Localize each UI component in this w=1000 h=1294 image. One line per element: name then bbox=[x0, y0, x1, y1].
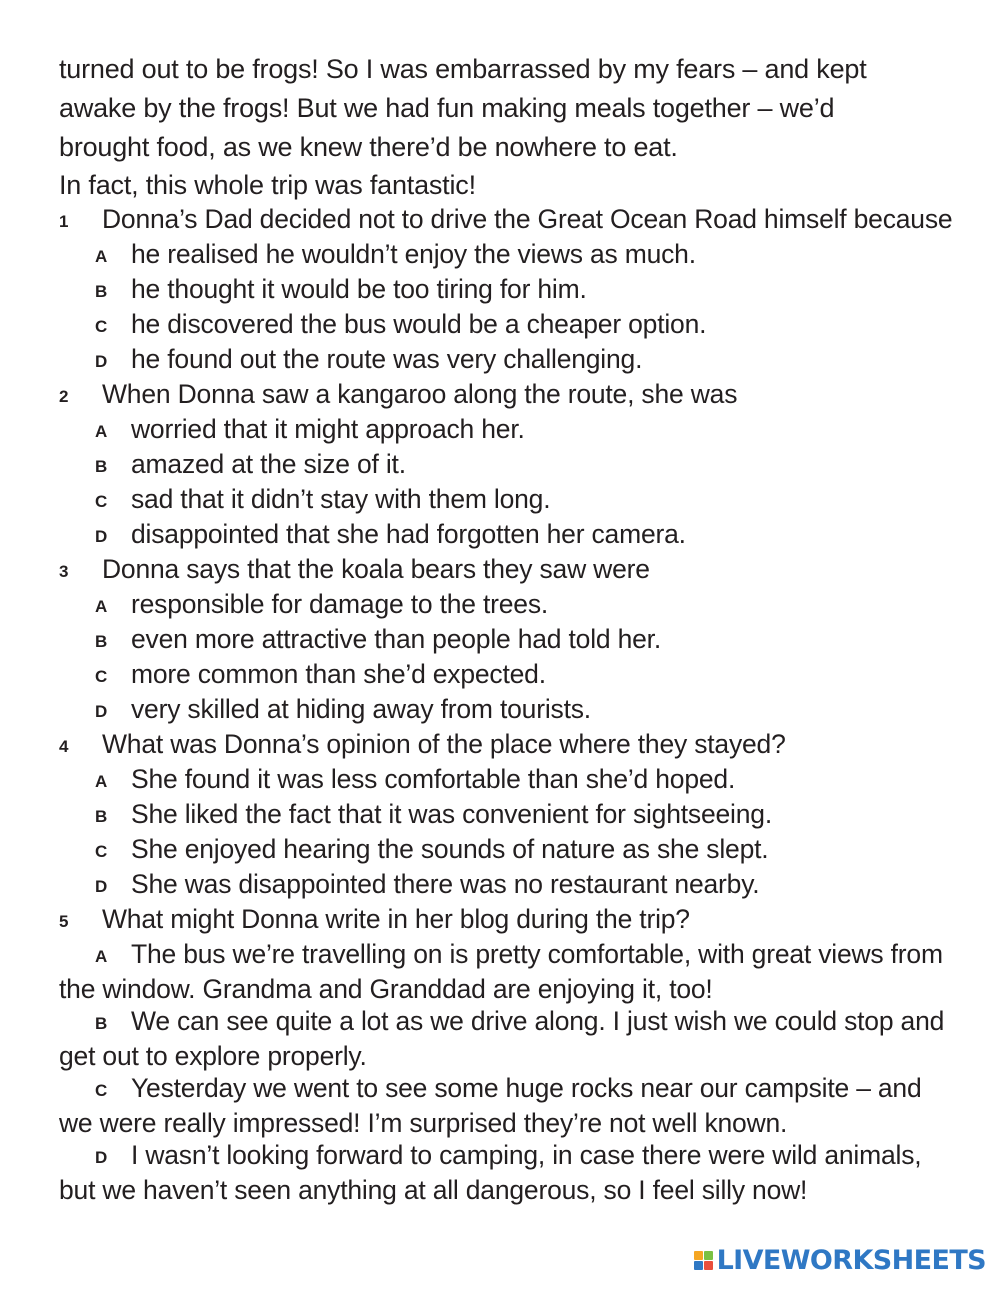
answer-option[interactable] bbox=[59, 483, 959, 518]
answer-option[interactable] bbox=[59, 238, 959, 273]
option-letter: D bbox=[95, 527, 108, 546]
question-number: 5 bbox=[59, 912, 69, 931]
answer-option[interactable] bbox=[59, 413, 959, 448]
question-number: 4 bbox=[59, 737, 69, 756]
passage-line: turned out to be frogs! So I was embarrassed by my fears – and kept bbox=[59, 54, 867, 84]
option-text: She enjoyed hearing the sounds of nature as she slept. bbox=[131, 834, 769, 864]
option-letter: C bbox=[95, 842, 108, 861]
option-letter: A bbox=[95, 772, 108, 791]
question-text: What was Donna’s opinion of the place where they stayed? bbox=[102, 729, 786, 759]
answer-option[interactable] bbox=[59, 1072, 959, 1139]
question-number: 1 bbox=[59, 212, 69, 231]
option-letter: B bbox=[95, 807, 108, 826]
option-letter: B bbox=[95, 282, 108, 301]
question-1 bbox=[59, 203, 959, 378]
option-letter: C bbox=[95, 667, 108, 686]
question-text: Donna says that the koala bears they saw were bbox=[102, 554, 650, 584]
option-text: he found out the route was very challenging. bbox=[131, 344, 643, 374]
option-letter: C bbox=[95, 317, 108, 336]
option-letter: D bbox=[95, 1148, 108, 1167]
question-text: What might Donna write in her blog during the trip? bbox=[102, 904, 690, 934]
option-text: very skilled at hiding away from tourists. bbox=[131, 694, 591, 724]
option-text: even more attractive than people had told her. bbox=[131, 624, 661, 654]
option-text: We can see quite a lot as we drive along. I just wish we could stop and get out to explore properly. bbox=[59, 1006, 945, 1071]
option-text: worried that it might approach her. bbox=[131, 414, 525, 444]
question-stem bbox=[59, 378, 959, 413]
option-letter: A bbox=[95, 947, 108, 966]
option-text: Yesterday we went to see some huge rocks near our campsite – and we were really impressed! I’m surprised they’re not well known. bbox=[59, 1073, 922, 1138]
answer-option[interactable] bbox=[59, 518, 959, 553]
answer-option[interactable] bbox=[59, 868, 959, 903]
logo-text: LIVEWORKSHEETS bbox=[716, 1245, 986, 1276]
option-letter: D bbox=[95, 702, 108, 721]
option-letter: B bbox=[95, 1014, 108, 1033]
question-3 bbox=[59, 553, 959, 728]
logo-grid-icon bbox=[694, 1251, 713, 1270]
option-text: amazed at the size of it. bbox=[131, 449, 406, 479]
answer-option[interactable] bbox=[59, 1139, 959, 1206]
option-text: She was disappointed there was no restaurant nearby. bbox=[131, 869, 760, 899]
question-number: 2 bbox=[59, 387, 69, 406]
answer-option[interactable] bbox=[59, 833, 959, 868]
option-letter: C bbox=[95, 492, 108, 511]
option-text: sad that it didn’t stay with them long. bbox=[131, 484, 551, 514]
answer-option[interactable] bbox=[59, 308, 959, 343]
question-2 bbox=[59, 378, 959, 553]
answer-option[interactable] bbox=[59, 623, 959, 658]
answer-option[interactable] bbox=[59, 343, 959, 378]
option-text: he realised he wouldn’t enjoy the views as much. bbox=[131, 239, 696, 269]
question-stem bbox=[59, 203, 959, 238]
question-text: Donna’s Dad decided not to drive the Great Ocean Road himself because bbox=[102, 204, 953, 234]
question-number: 3 bbox=[59, 562, 69, 581]
question-text: When Donna saw a kangaroo along the route, she was bbox=[102, 379, 738, 409]
option-letter: A bbox=[95, 422, 108, 441]
option-letter: C bbox=[95, 1081, 108, 1100]
option-letter: A bbox=[95, 597, 108, 616]
answer-option[interactable] bbox=[59, 763, 959, 798]
option-letter: D bbox=[95, 352, 108, 371]
question-stem bbox=[59, 728, 959, 763]
liveworksheets-logo bbox=[694, 1245, 986, 1276]
question-stem bbox=[59, 903, 959, 938]
option-letter: B bbox=[95, 632, 108, 651]
logo-square bbox=[704, 1261, 713, 1270]
option-text: I wasn’t looking forward to camping, in case there were wild animals, but we haven’t seen anything at all dangerous, so I feel silly now! bbox=[59, 1140, 922, 1205]
option-letter: B bbox=[95, 457, 108, 476]
answer-option[interactable] bbox=[59, 658, 959, 693]
answer-option[interactable] bbox=[59, 273, 959, 308]
answer-option[interactable] bbox=[59, 798, 959, 833]
logo-square bbox=[694, 1261, 703, 1270]
option-text: he thought it would be too tiring for him. bbox=[131, 274, 587, 304]
answer-option[interactable] bbox=[59, 588, 959, 623]
logo-square bbox=[694, 1251, 703, 1260]
option-text: The bus we’re travelling on is pretty comfortable, with great views from the window. Grandma and Granddad are enjoying it, too! bbox=[59, 939, 943, 1004]
question-stem bbox=[59, 553, 959, 588]
option-letter: D bbox=[95, 877, 108, 896]
passage-line: awake by the frogs! But we had fun making meals together – we’d bbox=[59, 93, 835, 123]
option-letter: A bbox=[95, 247, 108, 266]
answer-option[interactable] bbox=[59, 1005, 959, 1072]
answer-option[interactable] bbox=[59, 693, 959, 728]
option-text: he discovered the bus would be a cheaper option. bbox=[131, 309, 707, 339]
answer-option[interactable] bbox=[59, 938, 959, 1005]
question-4 bbox=[59, 728, 959, 903]
passage-line: brought food, as we knew there’d be nowhere to eat. bbox=[59, 132, 678, 162]
option-text: She found it was less comfortable than she’d hoped. bbox=[131, 764, 736, 794]
option-text: disappointed that she had forgotten her camera. bbox=[131, 519, 686, 549]
option-text: responsible for damage to the trees. bbox=[131, 589, 549, 619]
worksheet-page bbox=[59, 50, 959, 1206]
question-5 bbox=[59, 903, 959, 1206]
logo-square bbox=[704, 1251, 713, 1260]
reading-passage-end bbox=[59, 50, 959, 203]
answer-option[interactable] bbox=[59, 448, 959, 483]
option-text: more common than she’d expected. bbox=[131, 659, 546, 689]
option-text: She liked the fact that it was convenient for sightseeing. bbox=[131, 799, 772, 829]
passage-line: In fact, this whole trip was fantastic! bbox=[59, 170, 476, 200]
